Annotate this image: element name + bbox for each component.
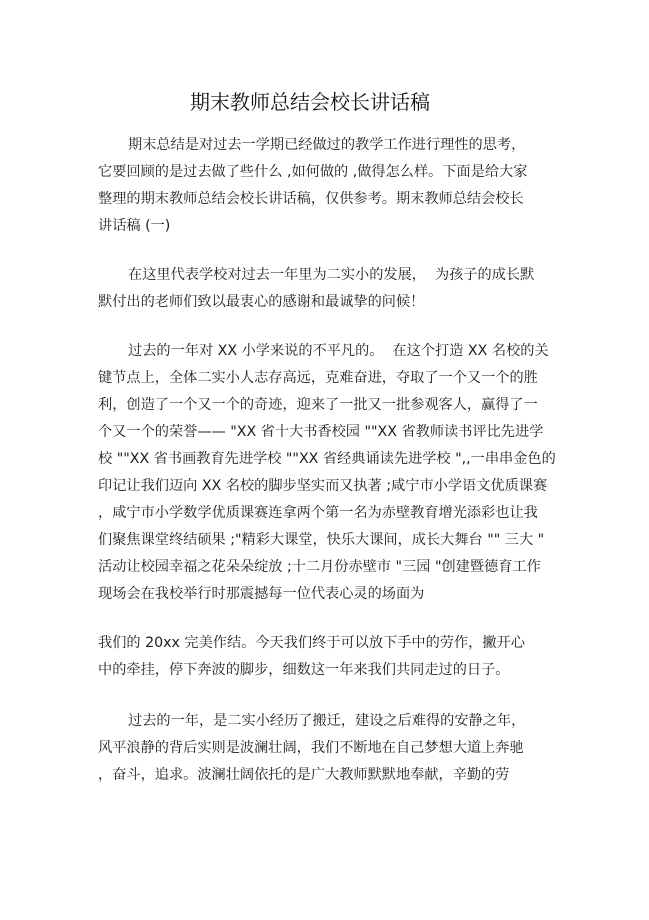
paragraph-3-line-9: 活动让校园幸福之花朵朵绽放 ;十二月份赤壁市 "三园 "创建暨德育工作 (98, 559, 541, 575)
paragraph-3-line-5: 校 ""XX 省书画教育先进学校 ""XX 省经典诵读先进学校 ",,一串串金色的 (98, 451, 556, 467)
paragraph-1-line-2: 它要回顾的是过去做了些什么 ,如何做的 ,做得怎么样。下面是给大家 (98, 164, 528, 180)
paragraph-5-line-2: 风平浪静的背后实则是波澜壮阔，我们不断地在自己梦想大道上奔驰 (98, 740, 524, 756)
paragraph-3-line-4: 个又一个的荣誉—— "XX 省十大书香校园 ""XX 省教师读书评比先进学 (98, 424, 544, 440)
paragraph-1-line-1: 期末总结是对过去一学期已经做过的教学工作进行理性的思考， (128, 137, 526, 153)
paragraph-3-line-2: 键节点上，全体二实小人志存高远，克难奋进，夺取了一个又一个的胜 (98, 370, 538, 386)
paragraph-5-line-3: ，奋斗，追求。波澜壮阔依托的是广大教师默默地奉献，辛勤的劳 (98, 767, 510, 783)
paragraph-2-line-1: 在这里代表学校对过去一年里为二实小的发展， 为孩子的成长默 (128, 267, 535, 283)
document-title: 期末教师总结会校长讲话稿 (190, 90, 430, 114)
paragraph-3-line-10: 现场会在我校举行时那震撼每一位代表心灵的场面为 (98, 586, 425, 602)
paragraph-3-line-7: ，咸宁市小学数学优质课赛连拿两个第一名为赤壁教育增光添彩也让我 (98, 505, 538, 521)
paragraph-5-line-1: 过去的一年，是二实小经历了搬迁，建设之后难得的安静之年， (128, 713, 526, 729)
paragraph-3-line-1: 过去的一年对 XX 小学来说的不平凡的。 在这个打造 XX 名校的关 (128, 343, 549, 359)
paragraph-4-line-1: 我们的 20xx 完美作结。今天我们终于可以放下手中的劳作，撇开心 (98, 635, 525, 651)
paragraph-2-line-2: 默付出的老师们致以最衷心的感谢和最诚挚的问候！ (98, 294, 425, 310)
paragraph-4-line-2: 中的牵挂，停下奔波的脚步，细数这一年来我们共同走过的日子。 (98, 662, 510, 678)
paragraph-3-line-3: 利，创造了一个又一个的奇迹，迎来了一批又一批参观客人，赢得了一 (98, 397, 538, 413)
paragraph-1-line-3: 整理的期末教师总结会校长讲话稿，仅供参考。期末教师总结会校长 (98, 191, 524, 207)
paragraph-1-line-4: 讲话稿 (一) (98, 218, 171, 234)
paragraph-3-line-8: 们聚焦课堂终结硕果 ;"精彩大课堂，快乐大课间，成长大舞台 "" 三大 " (98, 532, 545, 548)
paragraph-3-line-6: 印记让我们迈向 XX 名校的脚步坚实而又执著 ;咸宁市小学语文优质课赛 (98, 478, 548, 494)
